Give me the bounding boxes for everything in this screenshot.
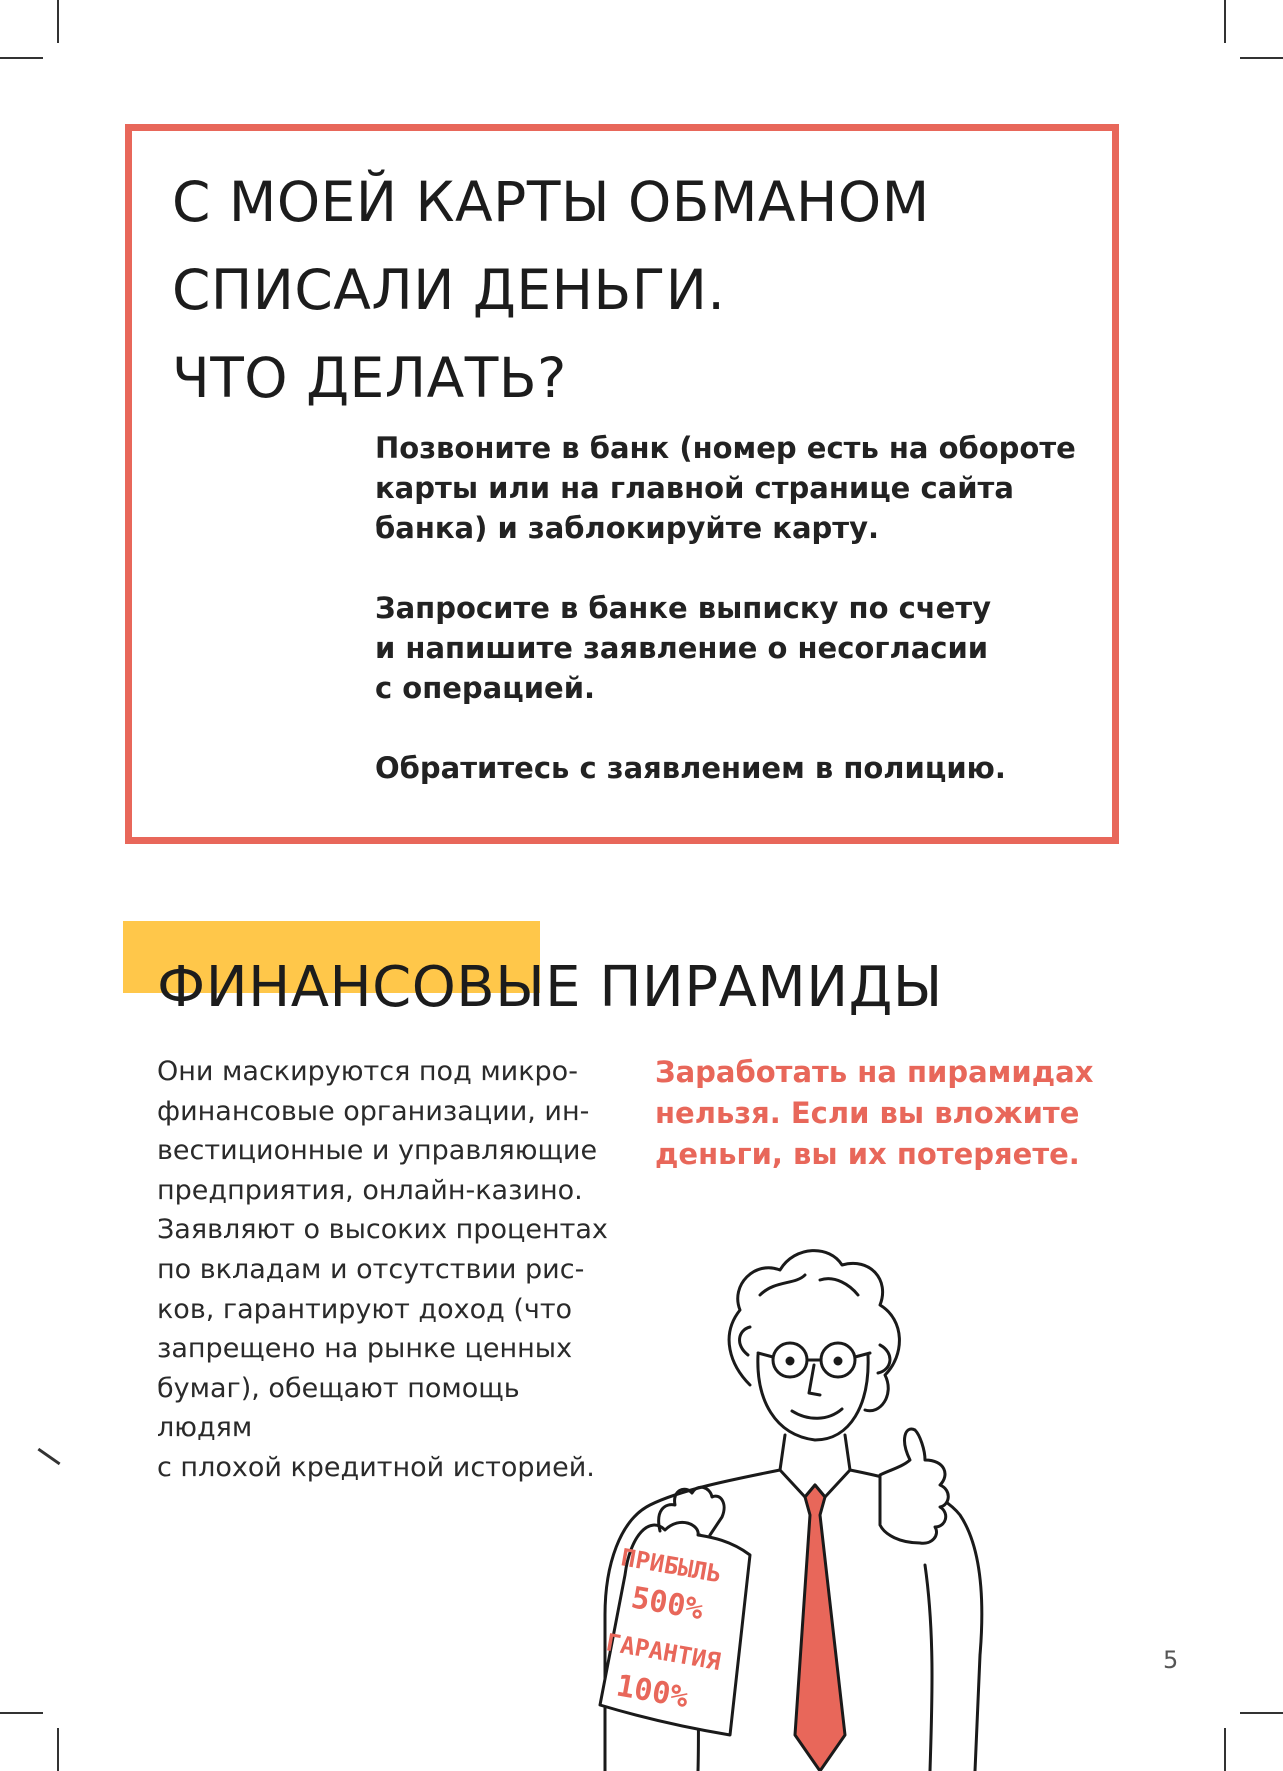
sign-line-profit-value: 500%	[628, 1580, 706, 1628]
step-contact-police: Обратитесь с заявлением в полицию.	[375, 751, 1006, 785]
steps-list	[375, 428, 1095, 828]
scammer-illustration	[580, 1235, 1020, 1771]
thumbs-up-hand	[880, 1429, 948, 1543]
red-tie	[795, 1485, 845, 1771]
hair-outline	[729, 1251, 899, 1411]
page-number: 5	[1163, 1646, 1179, 1674]
warning-callout: Заработать на пирамидах нельзя. Если вы вложите деньги, вы их потеряете.	[655, 1055, 1094, 1171]
crop-mark-bottom-right-v	[1224, 1728, 1226, 1771]
crop-mark-bottom-left-h	[0, 1712, 43, 1714]
sign-line-guarantee: ГАРАНТИЯ	[603, 1628, 723, 1676]
fold-mark	[37, 1448, 60, 1465]
section-title: ФИНАНСОВЫЕ ПИРАМИДЫ	[157, 955, 943, 1020]
section-body: Они маскируются под микро- финансовые организации, ин- вестиционные и управляющие предприятия, онлайн-казино. Заявляют о высоких процентах по вкладам и отсутствии рис- ков, гарантируют доход (что запрещено на рынке ценных бумаг), обещают помощь людям с плохой кредитной историей.	[157, 1056, 608, 1483]
frame-title-line: СПИСАЛИ ДЕНЬГИ.	[172, 258, 726, 322]
crop-mark-bottom-right-h	[1240, 1712, 1283, 1714]
crop-mark-top-left-h	[0, 57, 43, 59]
crop-mark-top-right-v	[1224, 0, 1226, 43]
sign-line-guarantee-value: 100%	[613, 1668, 691, 1716]
sign-line-profit: ПРИБЫЛЬ	[618, 1543, 724, 1589]
frame-title-line: С МОЕЙ КАРТЫ ОБМАНОМ	[172, 170, 930, 234]
frame-title	[172, 158, 1072, 422]
step-call-bank: Позвоните в банк (номер есть на обороте карты или на главной странице сайта банка) и заблокируйте карту.	[375, 431, 1076, 545]
frame-title-line: ЧТО ДЕЛАТЬ?	[172, 346, 567, 410]
crop-mark-top-right-h	[1240, 57, 1283, 59]
crop-mark-top-left-v	[57, 0, 59, 43]
crop-mark-bottom-left-v	[57, 1728, 59, 1771]
step-request-statement: Запросите в банке выписку по счету и напишите заявление о несогласии с операцией.	[375, 591, 992, 705]
